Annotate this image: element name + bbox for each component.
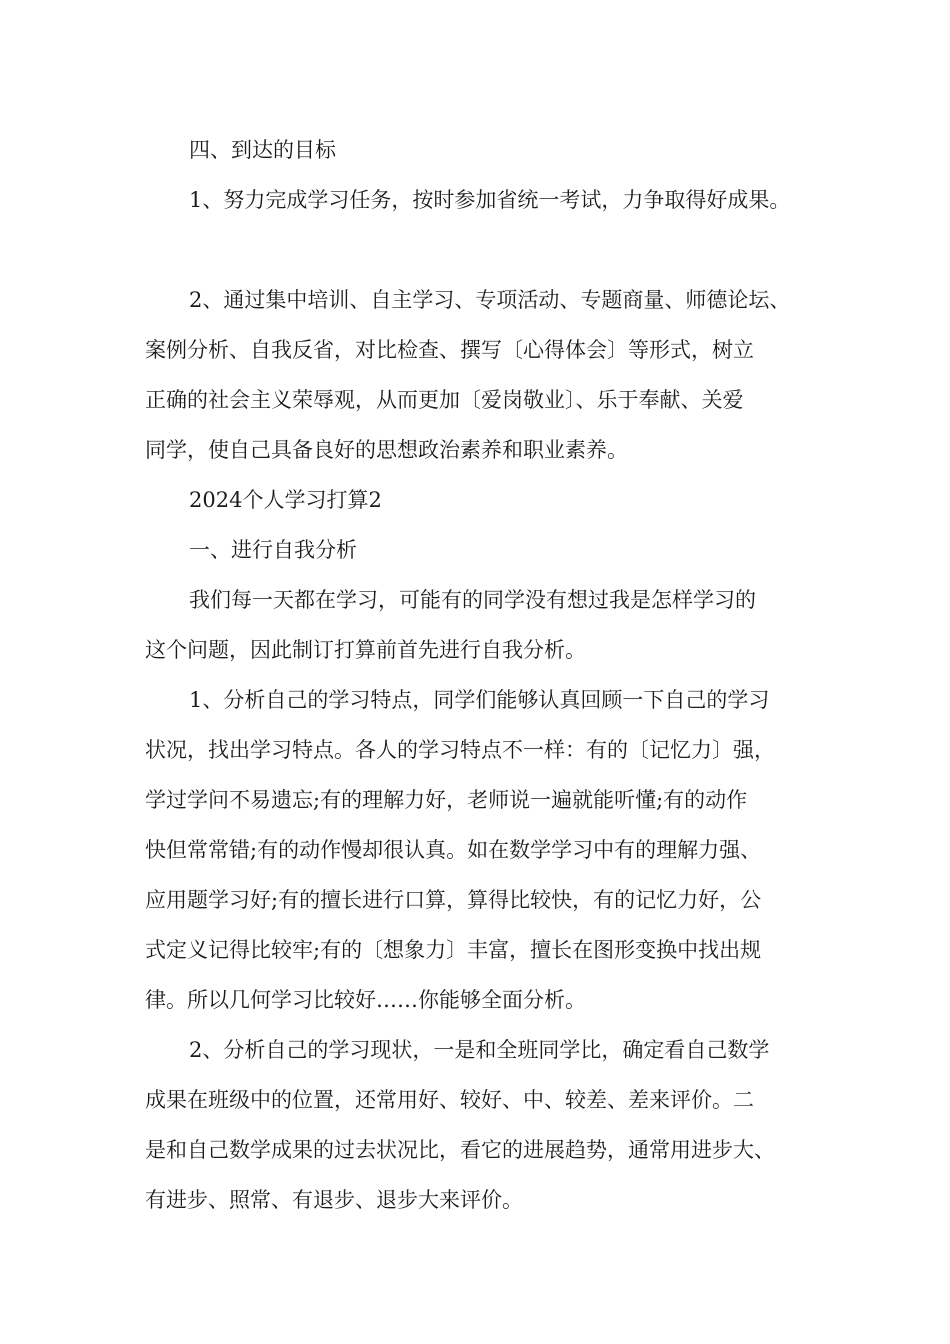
- paragraph-line: 学过学问不易遗忘;有的理解力好，老师说一遍就能听懂;有的动作: [145, 788, 748, 812]
- paragraph-line: 我们每一天都在学习，可能有的同学没有想过我是怎样学习的: [189, 588, 756, 612]
- paragraph-line: 这个问题，因此制订打算前首先进行自我分析。: [145, 638, 586, 662]
- paragraph-line: 是和自己数学成果的过去状况比，看它的进展趋势，通常用进步大、: [145, 1138, 775, 1162]
- heading-self-analysis: 一、进行自我分析: [189, 538, 357, 562]
- paragraph-line: 成果在班级中的位置，还常用好、较好、中、较差、差来评价。二: [145, 1088, 754, 1112]
- paragraph-line: 快但常常错;有的动作慢却很认真。如在数学学习中有的理解力强、: [145, 838, 762, 862]
- paragraph-line: 1、分析自己的学习特点，同学们能够认真回顾一下自己的学习: [189, 688, 770, 712]
- goals-section: [145, 125, 835, 225]
- plan-2-section: [145, 475, 835, 1225]
- paragraph-line: 式定义记得比较牢;有的〔想象力〕丰富，擅长在图形变换中找出规: [145, 938, 762, 962]
- heading-goals: 四、到达的目标: [189, 138, 336, 162]
- paragraph-line: 状况，找出学习特点。各人的学习特点不一样：有的〔记忆力〕强，: [145, 738, 775, 762]
- paragraph-line: 有进步、照常、有退步、退步大来评价。: [145, 1188, 523, 1212]
- goal-item-1: 1、努力完成学习任务，按时参加省统一考试，力争取得好成果。: [189, 188, 791, 212]
- paragraph-line: 同学，使自己具备良好的思想政治素养和职业素养。: [145, 438, 628, 462]
- goal-item-2: [145, 275, 835, 475]
- paragraph-line: 律。所以几何学习比较好……你能够全面分析。: [145, 988, 586, 1012]
- paragraph-line: 正确的社会主义荣辱观，从而更加〔爱岗敬业〕、乐于奉献、关爱: [145, 388, 744, 412]
- paragraph-line: 案例分析、自我反省，对比检查、撰写〔心得体会〕等形式，树立: [145, 338, 754, 362]
- paragraph-line: 应用题学习好;有的擅长进行口算，算得比较快，有的记忆力好，公: [145, 888, 762, 912]
- paragraph-line: 2、通过集中培训、自主学习、专项活动、专题商量、师德论坛、: [189, 288, 791, 312]
- document-title-2: 2024个人学习打算2: [189, 488, 382, 512]
- paragraph-line: 2、分析自己的学习现状，一是和全班同学比，确定看自己数学: [189, 1038, 770, 1062]
